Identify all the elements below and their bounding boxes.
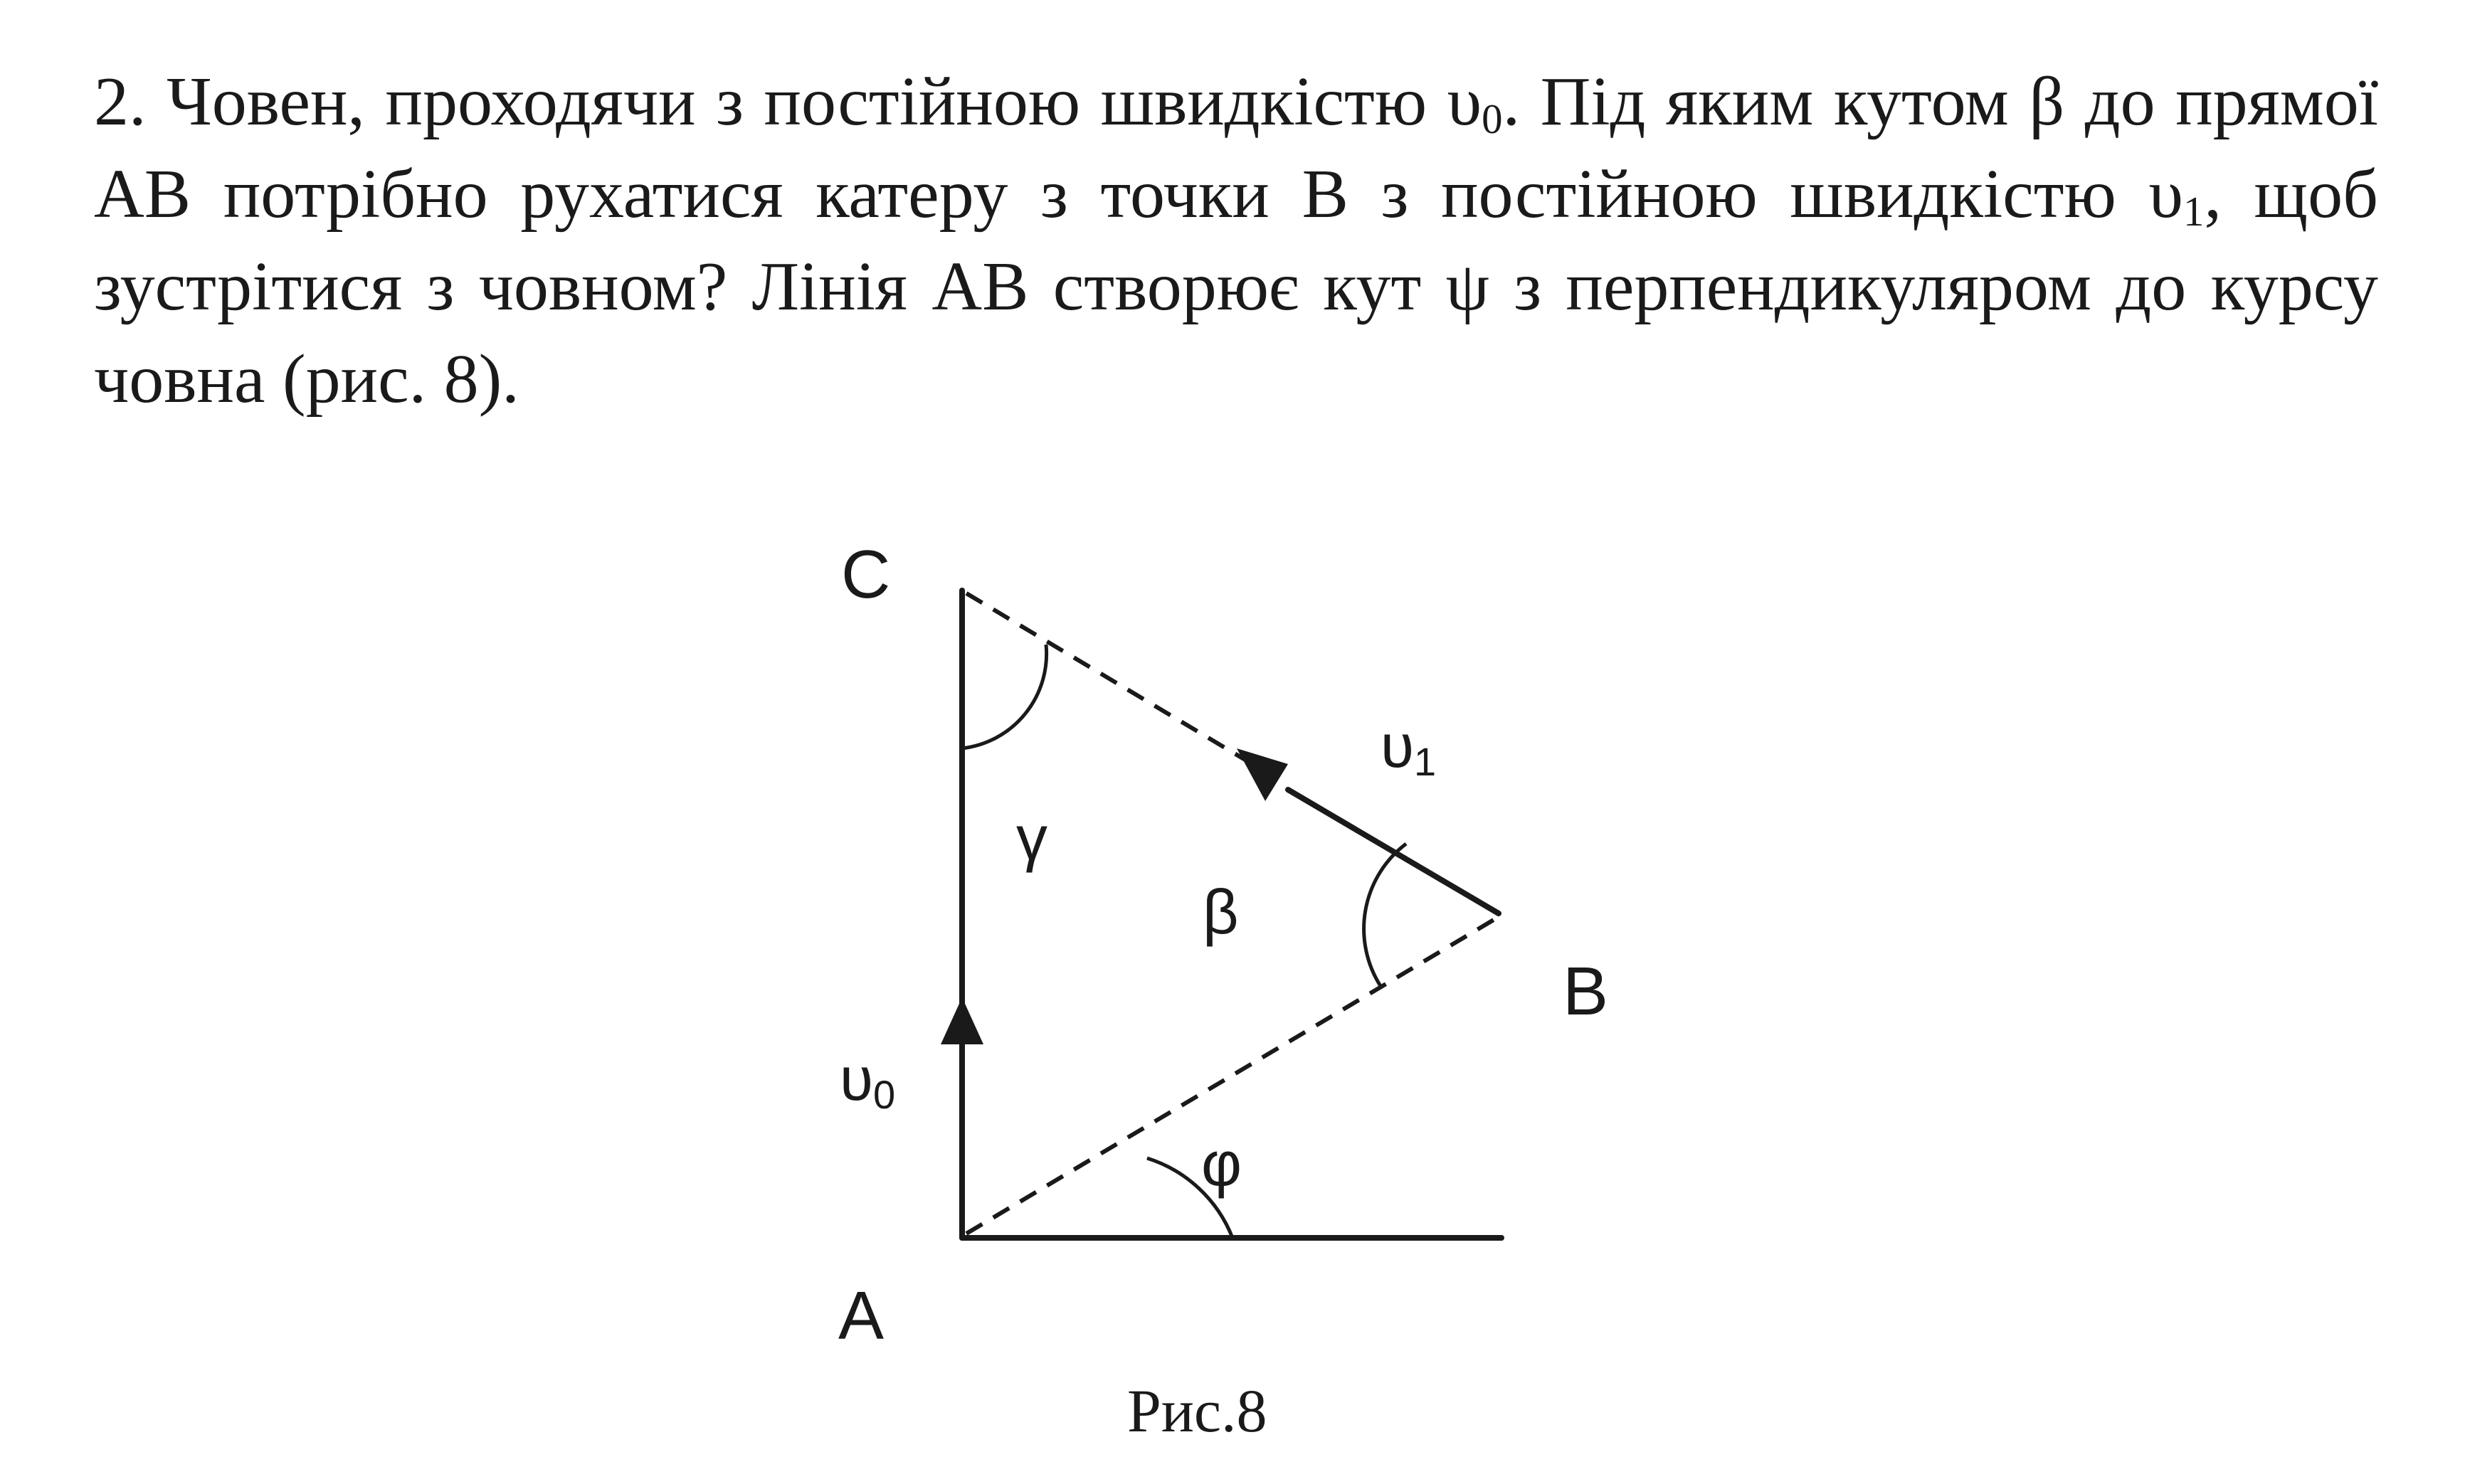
problem-text-part-1: Човен, проходячи з постійною швидкістю υ — [146, 63, 1482, 140]
velocity-label-v1 — [1381, 712, 1436, 784]
point-label-a: A — [838, 1278, 885, 1354]
figure-caption: Рис.8 — [1127, 1377, 1267, 1445]
problem-number: 2. — [94, 63, 147, 140]
velocity-label-v0 — [840, 1045, 895, 1117]
dashed-line-cb — [966, 593, 1281, 781]
angle-label-gamma: γ — [1016, 802, 1047, 873]
v1-arrowhead — [1237, 748, 1288, 801]
velocity-v0-symbol: υ — [840, 1045, 874, 1113]
velocity-v1-symbol: υ — [1381, 712, 1415, 780]
angle-arc-gamma — [962, 645, 1047, 748]
angle-label-phi: φ — [1201, 1128, 1242, 1199]
velocity-v1-subscript: 1 — [1414, 739, 1437, 784]
angle-label-beta: β — [1203, 876, 1239, 947]
problem-text-part-2: . Під яким кутом β до прямої АВ потрібно рухатися катеру з точки В з постійною швидкістю υ — [94, 63, 2378, 233]
point-label-b: B — [1563, 953, 1609, 1029]
v1-subscript: 1 — [2183, 188, 2205, 235]
point-label-c: C — [841, 536, 891, 613]
angle-arc-beta — [1364, 844, 1406, 986]
velocity-v0-subscript: 0 — [873, 1072, 896, 1117]
v0-arrowhead — [941, 997, 983, 1044]
problem-text-part-3: , щоб зустрітися з човном? Лінія АВ створює кут ψ з перпендикуляром до курсу човна (рис. 8). — [94, 156, 2378, 418]
line-v1-segment — [1288, 790, 1499, 913]
v0-subscript: 0 — [1482, 95, 1503, 142]
